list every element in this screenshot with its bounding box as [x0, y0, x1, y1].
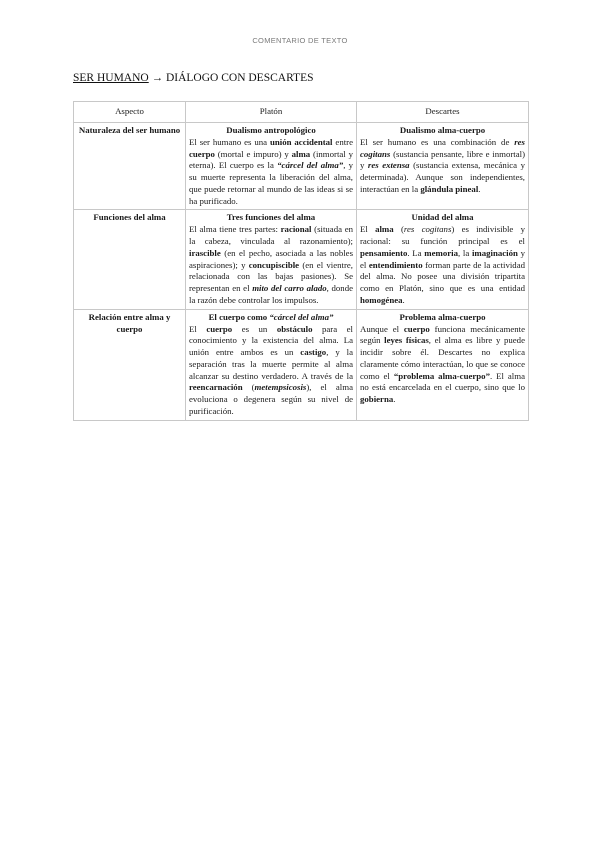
cell-title: Dualismo antropológico: [226, 125, 316, 135]
platon-cell: [186, 309, 357, 420]
cell-title: El cuerpo como “cárcel del alma”: [208, 311, 334, 322]
table-row: [74, 123, 529, 210]
aspect-cell: Funciones del alma: [74, 210, 186, 309]
table-row: [74, 309, 529, 420]
header-descartes: Descartes: [357, 102, 529, 123]
platon-cell: [186, 210, 357, 309]
header-platon: Platón: [186, 102, 357, 123]
cell-body: Aunque el cuerpo funciona mecánicamente según leyes físicas, el alma es libre y puede incidir sobre él. Descartes no explica claramente cómo interactúan, lo que se conoce como el “problema alma-cuerpo”. El alma no está encarcelada en el cuerpo, sino que lo gobierna.: [360, 323, 525, 405]
aspect-cell: Naturaleza del ser humano: [74, 123, 186, 210]
descartes-cell: [357, 309, 529, 420]
descartes-cell: [357, 123, 529, 210]
cell-title: Problema alma-cuerpo: [399, 311, 486, 322]
header-aspecto: Aspecto: [74, 102, 186, 123]
title-rest: → DIÁLOGO CON DESCARTES: [148, 72, 314, 84]
running-header: COMENTARIO DE TEXTO: [252, 36, 348, 45]
cell-body: El alma (res cogitans) es indivisible y racional: su función principal es el pensamiento. La memoria, la imaginación y el entendimiento forman parte de la actividad del alma. No posee una división tripartita como en Platón, sino que es una entidad homogénea.: [360, 224, 525, 305]
cell-body: El alma tiene tres partes: racional (situada en la cabeza, vinculada al razonamiento); irascible (en el pecho, asociada a las nobles aspiraciones); y concupiscible (en el vientre, relacionada con las bajas pasiones). Se representan en el mito del carro alado, donde la razón debe controlar los impulsos.: [189, 224, 353, 305]
aspect-cell: Relación entre alma y cuerpo: [74, 309, 186, 420]
comparison-table: [73, 101, 529, 421]
descartes-cell: [357, 210, 529, 309]
cell-title: Tres funciones del alma: [226, 212, 316, 223]
cell-title: Dualismo alma-cuerpo: [399, 125, 486, 135]
cell-body: El ser humano es una unión accidental entre cuerpo (mortal e impuro) y alma (inmortal y eterna). El cuerpo es la “cárcel del alma”, y su muerte representa la liberación del alma, que puede retornar al mundo de las ideas si se ha purificado.: [189, 136, 354, 206]
platon-cell: [186, 123, 357, 210]
table-row: [74, 210, 529, 309]
title-main: SER HUMANO: [73, 72, 149, 84]
cell-body: El cuerpo es un obstáculo para el conocimiento y la existencia del alma. La unión entre ambos es un castigo, y la separación tras la muerte permite al alma alcanzar su destino verdadero. A través de la reencarnación (metempsicosis), el alma evoluciona o degenera según su nivel de purificación.: [189, 323, 353, 416]
document-title: [73, 72, 314, 84]
table-header-row: [74, 102, 529, 123]
cell-body: El ser humano es una combinación de res cogitans (sustancia pensante, libre e inmortal) y res extensa (sustancia extensa, mecánica y determinada). Aunque son independientes, interactúan en la glándula pineal.: [360, 136, 525, 194]
cell-title: Unidad del alma: [411, 212, 474, 223]
